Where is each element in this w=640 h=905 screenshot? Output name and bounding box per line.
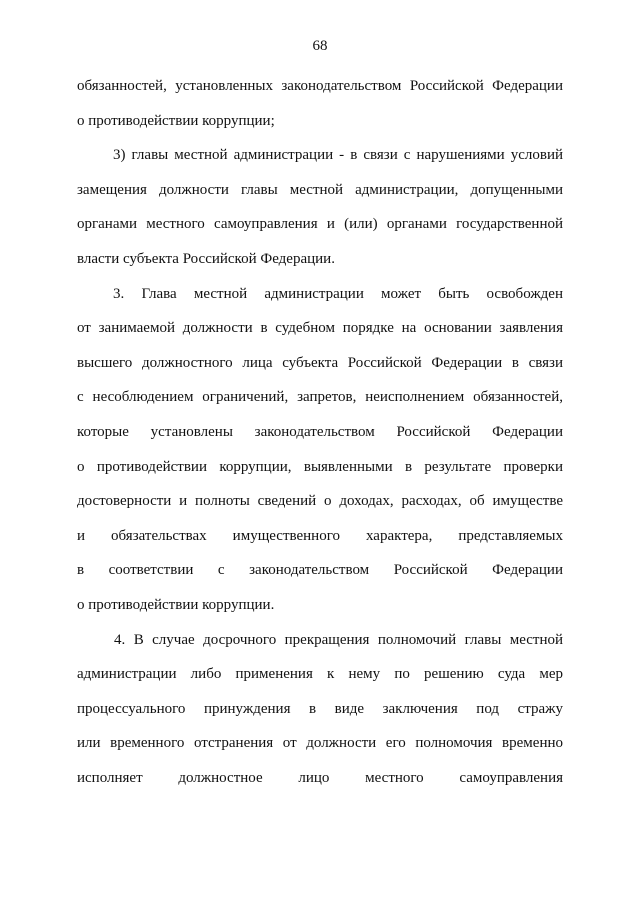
paragraph-obligations-end	[77, 71, 563, 140]
text-line: о противодействии коррупции, выявленными в результате проверки	[77, 458, 563, 475]
text-line: 4. В случае досрочного прекращения полномочий главы местной	[114, 631, 563, 648]
paragraph-clause-4	[77, 625, 563, 798]
text-line: которые установлены законодательством Российской Федерации	[77, 423, 563, 440]
page-number: 68	[312, 38, 328, 54]
text-line: замещения должности главы местной администрации, допущенными	[77, 181, 563, 198]
text-line: или временного отстранения от должности его полномочия временно	[77, 735, 563, 752]
text-line: 3. Глава местной администрации может быть освобожден	[113, 285, 563, 302]
text-line: и обязательствах имущественного характера, представляемых	[77, 527, 563, 544]
text-line: администрации либо применения к нему по решению суда мер	[77, 666, 563, 683]
text-line: в соответствии с законодательством Российской Федерации	[77, 562, 563, 579]
text-line: достоверности и полноты сведений о доходах, расходах, об имуществе	[77, 493, 563, 510]
text-line: о противодействии коррупции;	[77, 112, 275, 129]
text-line: исполняет должностное лицо местного самоуправления	[77, 769, 563, 786]
text-line: власти субъекта Российской Федерации.	[77, 250, 335, 267]
paragraph-item-3-head	[77, 140, 563, 278]
text-line: 3) главы местной администрации - в связи с нарушениями условий	[113, 147, 563, 164]
text-line: о противодействии коррупции.	[77, 596, 275, 613]
text-line: от занимаемой должности в судебном порядке на основании заявления	[77, 320, 563, 337]
text-line: высшего должностного лица субъекта Российской Федерации в связи	[77, 354, 563, 371]
text-line: с несоблюдением ограничений, запретов, неисполнением обязанностей,	[77, 389, 563, 406]
document-body	[77, 71, 563, 797]
text-line: обязанностей, установленных законодательством Российской Федерации	[77, 78, 563, 94]
text-line: органами местного самоуправления и (или) органами государственной	[77, 216, 563, 233]
text-line: процессуального принуждения в виде заключения под стражу	[77, 700, 563, 717]
paragraph-clause-3	[77, 279, 563, 625]
